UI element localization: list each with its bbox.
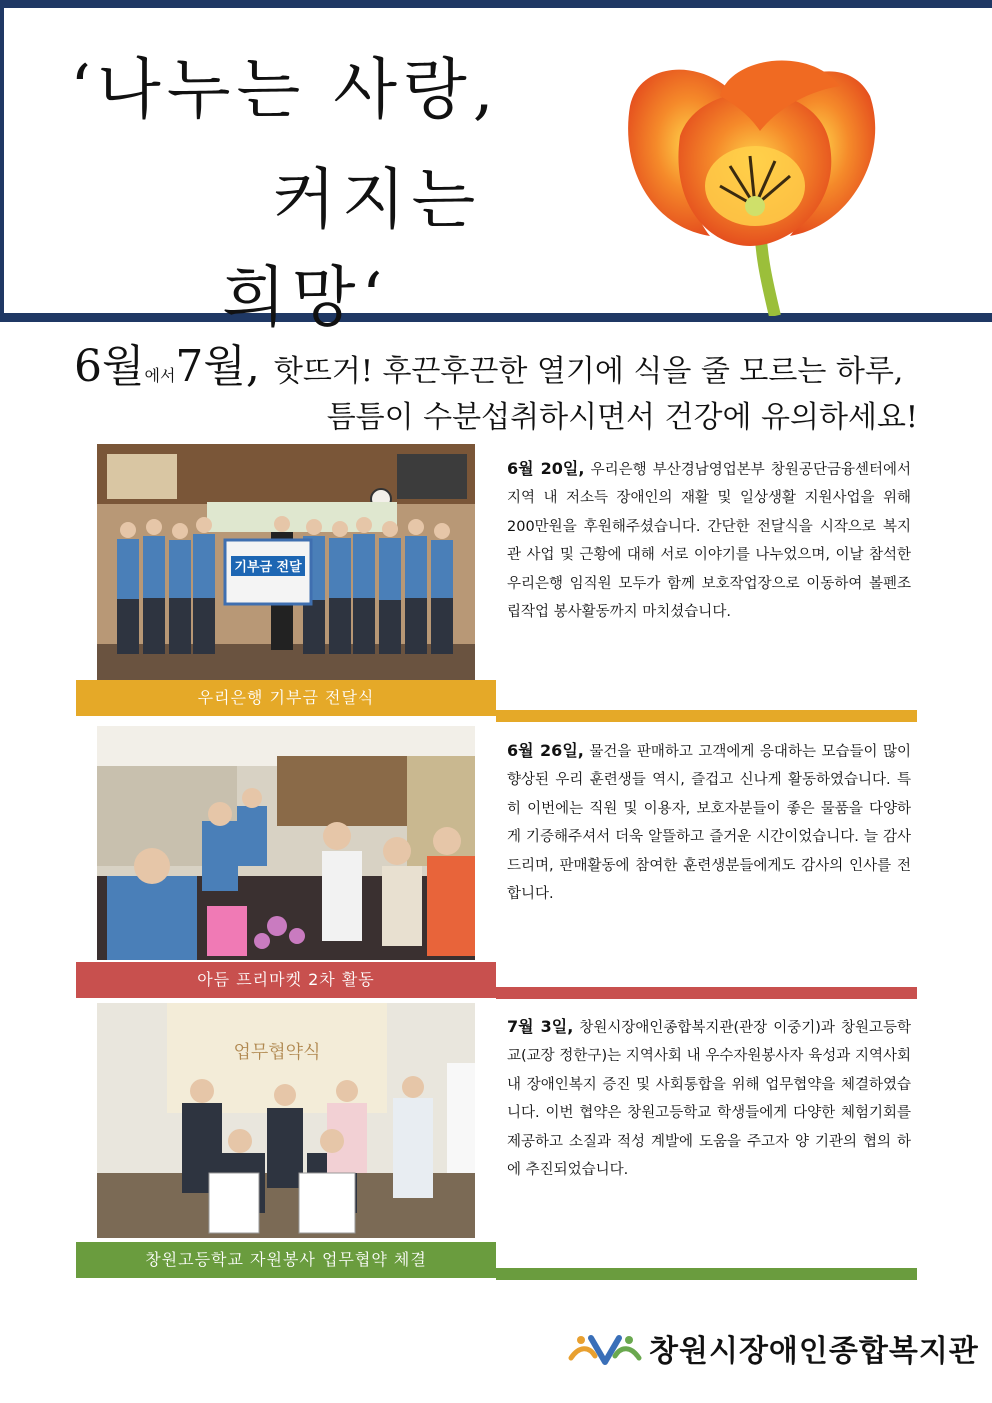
section-text-2 (507, 737, 911, 908)
slogan-line-1: ‘나누는 사랑, (70, 51, 500, 128)
caption-donation: 우리은행 기부금 전달식 (76, 680, 496, 716)
section-bar-3 (496, 1268, 917, 1280)
top-band (0, 0, 992, 8)
tulip-flower-image (610, 36, 890, 316)
slogan-line-2: 커지는 (272, 161, 482, 238)
section-date-1: 6월 20일, (507, 459, 585, 478)
section-text-3 (507, 1013, 911, 1184)
section-bar-1 (496, 710, 917, 722)
section-bar-2 (496, 987, 917, 999)
section-body-1: 우리은행 부산경남영업본부 창원공단금융센터에서 지역 내 저소득 장애인의 재활 및 일상생활 지원사업을 위해 200만원을 후원해주셨습니다. 간단한 전달식을 시작으로 복지관 사업 및 근황에 대해 서로 이야기를 나누었으며, 이날 참석한 우리은행 임직원 모두가 함께 보호작업장으로 이동하여 볼펜조립작업 봉사활동까지 마치셨습니다. (507, 462, 911, 621)
headline-line-1: 핫뜨거! 후끈후끈한 열기에 식을 줄 모르는 하루, (273, 354, 904, 389)
agreement-screen-title: 업무협약식 (233, 1042, 321, 1063)
headline-connector: 에서 (144, 366, 176, 385)
section-date-2: 6월 26일, (507, 741, 584, 760)
headline (74, 330, 903, 394)
section-body-2: 물건을 판매하고 고객에게 응대하는 모습들이 많이 향상된 우리 훈련생들 역시, 즐겁고 신나게 활동하였습니다. 특히 이번에는 직원 및 이용자, 보호자분들이 좋은 물품을 다양하게 기증해주셔서 더욱 알뜰하고 즐거운 시간이었습니다. 늘 감사드리며, 판매활동에 참여한 훈련생분들에게도 감사의 인사를 전합니다. (507, 744, 911, 903)
org-logo (567, 1324, 979, 1372)
slogan-line-3: 희망‘ (222, 259, 389, 336)
org-logo-icon (567, 1328, 643, 1368)
section-body-3: 창원시장애인종합복지관(관장 이중기)과 창원고등학교(교장 정한구)는 지역사회 내 우수자원봉사자 육성과 지역사회 내 장애인복지 증진 및 사회통합을 위해 업무협약을 체결하였습니다. 이번 협약은 창원고등학교 학생들에게 다양한 체험기회를 제공하고 소질과 적성 계발에 도움을 주고자 양 기관의 협의 하에 추진되었습니다. (507, 1020, 911, 1179)
section-text-1 (507, 455, 911, 626)
donation-banner-text: 기부금 전달 (234, 560, 302, 575)
headline-line-2: 틈틈이 수분섭취하시면서 건강에 유의하세요! (326, 400, 918, 435)
caption-agreement: 창원고등학교 자원봉사 업무협약 체결 (76, 1242, 496, 1278)
donation-ceremony-photo (97, 444, 475, 680)
agreement-signing-photo (97, 1003, 475, 1238)
section-date-3: 7월 3일, (507, 1017, 574, 1036)
headline-month-to: 7월, (175, 341, 260, 392)
flea-market-photo (97, 726, 475, 960)
caption-flea-market: 아듬 프리마켓 2차 활동 (76, 962, 496, 998)
headline-month-from: 6월 (74, 341, 145, 392)
org-name: 창원시장애인종합복지관 (649, 1334, 979, 1369)
